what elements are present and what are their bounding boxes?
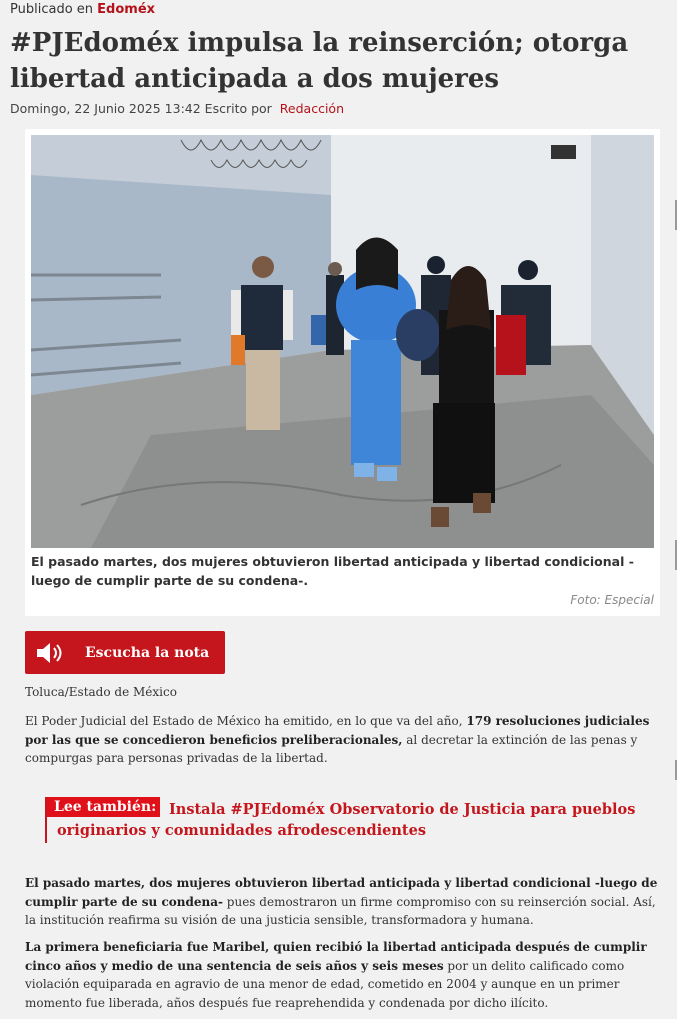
article-title: #PJEdoméx impulsa la reinserción; otorga libertad anticipada a dos mujeres: [10, 28, 629, 94]
paragraph-1-text-end: al decretar la extinción de las penas y compurgas para personas privadas de la libertad.: [25, 732, 638, 765]
paragraph-1: [25, 712, 665, 768]
photo-credit: Foto: Especial: [570, 593, 654, 607]
related-article-link[interactable]: Instala #PJEdoméx Observatorio de Justicia para pueblos originarios y comunidades afrodescendientes: [57, 801, 636, 839]
article-photo[interactable]: [31, 135, 654, 548]
photo-illustration: [31, 135, 654, 548]
section-link[interactable]: Edoméx: [97, 2, 156, 17]
byline: [10, 101, 344, 116]
paragraph-3-text: por un delito calificado como violación equiparada en agravio de una menor de edad, cometido en 2004 y aunque en un primer momento fue liberada, años después fue reaprehendida y condenada por dicho ilícito.: [25, 958, 625, 1010]
listen-button-label: Escucha la nota: [85, 644, 210, 661]
author-link[interactable]: Redacción: [279, 101, 344, 116]
published-in: [10, 2, 155, 17]
paragraph-3: [25, 938, 665, 1012]
dateline: Toluca/Estado de México: [25, 685, 177, 699]
paragraph-2: [25, 874, 665, 930]
paragraph-1-highlight: 179 resoluciones judiciales por las que se concedieron beneficios preliberacionales,: [25, 714, 650, 747]
listen-button[interactable]: [25, 631, 225, 674]
article-figure: [25, 129, 660, 616]
speaker-icon: [35, 641, 65, 665]
related-article: [45, 797, 657, 843]
photo-caption: El pasado martes, dos mujeres obtuvieron libertad anticipada y libertad condicional -luego de cumplir parte de su condena-.: [31, 554, 634, 588]
published-prefix: Publicado en: [10, 2, 94, 17]
article-date: Domingo, 22 Junio 2025 13:42: [10, 101, 201, 116]
related-tag: Lee también:: [47, 797, 160, 817]
paragraph-2-highlight: El pasado martes, dos mujeres obtuvieron libertad anticipada y libertad condicional -luego de cumplir parte de su condena-: [25, 876, 658, 909]
paragraph-1-text: El Poder Judicial del Estado de México ha emitido, en lo que va del año,: [25, 714, 467, 728]
written-by-label: Escrito por: [204, 101, 272, 116]
paragraph-3-highlight: La primera beneficiaria fue Maribel, quien recibió la libertad anticipada después de cumplir cinco años y medio de una sentencia de seis años y seis meses: [25, 940, 647, 973]
paragraph-2-text: pues demostraron un firme compromiso con su reinserción social. Así, la institución reafirma su visión de una justicia sensible, transformadora y humana.: [25, 894, 656, 927]
